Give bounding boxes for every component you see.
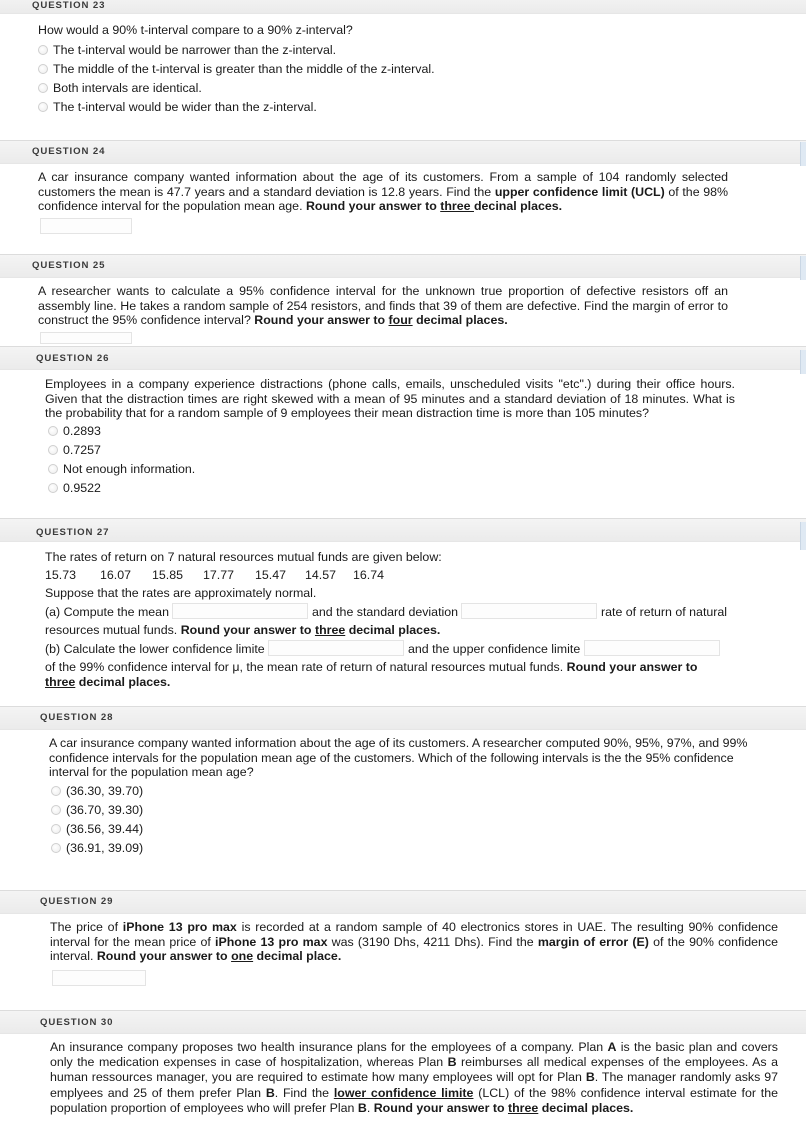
- part-a-text: [45, 623, 440, 637]
- radio-button[interactable]: [38, 64, 48, 74]
- question-body: [45, 377, 735, 498]
- question-text: . The manager randomly asks 97 emplyees and 25 of them prefer Plan: [50, 1070, 779, 1100]
- question-28: [0, 706, 806, 890]
- question-body: [38, 170, 728, 214]
- question-text: How would a 90% t-interval compare to a 90% z-interval?: [38, 23, 353, 37]
- option-label: 0.2893: [63, 423, 101, 438]
- question-body: [50, 1040, 778, 1116]
- emphasis: decinal places.: [473, 199, 563, 213]
- question-label: QUESTION 26: [36, 353, 110, 364]
- emphasis: A: [607, 1040, 617, 1054]
- answer-option[interactable]: [48, 479, 735, 498]
- question-text: The price of: [50, 920, 123, 934]
- question-header: [0, 706, 806, 730]
- emphasis: decimal places.: [538, 1100, 634, 1115]
- option-label: Both intervals are identical.: [53, 81, 202, 95]
- question-text: Employees in a company experience distractions (phone calls, emails, unscheduled visits "etc".) during their office hours. Given that the distraction times are right skewed with a mean of 95 minutes and a standard deviation of 18 minutes. What is the probability that for a random sample of 9 employees their mean distraction time is more than 105 minutes?: [45, 377, 735, 420]
- emphasis: upper confidence limit (UCL): [494, 184, 665, 199]
- emphasis: decimal places.: [75, 674, 171, 689]
- answer-option[interactable]: [38, 41, 778, 60]
- question-text: of the 90% confidence interval.: [50, 934, 778, 963]
- fund-returns-list: [45, 568, 384, 582]
- std-dev-input[interactable]: [461, 603, 597, 619]
- emphasis: Round your answer to: [180, 623, 315, 637]
- emphasis: four: [388, 313, 413, 327]
- emphasis: decimal place.: [253, 949, 342, 963]
- option-label: The t-interval would be narrower than the z-interval.: [53, 43, 337, 57]
- question-label: QUESTION 30: [40, 1017, 114, 1028]
- option-label: 0.7257: [63, 442, 101, 457]
- radio-button[interactable]: [51, 843, 61, 853]
- question-25: [0, 254, 806, 350]
- question-body: [38, 23, 778, 117]
- question-label: QUESTION 23: [32, 0, 106, 11]
- option-label: (36.91, 39.09): [66, 840, 144, 855]
- answer-option[interactable]: [51, 820, 771, 839]
- question-header: [0, 0, 806, 14]
- question-text: is the basic plan and covers only the medication expenses in case of hospitalization, whereas Plan: [50, 1040, 778, 1070]
- side-marker: [800, 522, 806, 550]
- mean-input[interactable]: [172, 603, 308, 619]
- question-text: is recorded at a random sample of 40 electronics stores in UAE. The resulting 90% confidence interval for the mean price of: [50, 920, 778, 949]
- question-30: [0, 1010, 806, 1146]
- question-text: of the 99% confidence interval for μ, the mean rate of return of natural resources mutual funds.: [45, 660, 567, 674]
- answer-option[interactable]: [51, 839, 771, 858]
- upper-limit-input[interactable]: [584, 640, 720, 656]
- radio-button[interactable]: [48, 483, 58, 493]
- fund-return-value: 16.07: [100, 568, 132, 582]
- emphasis: margin of error (E): [537, 934, 649, 949]
- question-label: QUESTION 29: [40, 896, 114, 907]
- fund-return-value: 15.73: [45, 568, 77, 582]
- answer-option[interactable]: [51, 782, 771, 801]
- question-text: was (3190 Dhs, 4211 Dhs). Find the: [327, 934, 538, 949]
- emphasis: one: [231, 949, 254, 963]
- fund-return-value: 16.74: [353, 568, 385, 582]
- emphasis: decimal places.: [412, 313, 508, 327]
- question-text: A car insurance company wanted information about the age of its customers. From a sample of 104 randomly selected customers the mean is 47.7 years and a standard deviation is 12.8 years. Find the: [38, 170, 728, 199]
- question-label: QUESTION 24: [32, 146, 106, 157]
- question-text: A researcher wants to calculate a 95% confidence interval for the unknown true proportion of defective resistors off an assembly line. He takes a random sample of 254 resistors, and finds that 39 of them are defective. Find the margin of error to construct the 95% confidence interval?: [38, 284, 728, 327]
- answer-option[interactable]: [48, 422, 735, 441]
- question-text: An insurance company proposes two health insurance plans for the employees of a company. Plan: [50, 1040, 608, 1054]
- emphasis: Round your answer to: [305, 199, 441, 213]
- question-29: [0, 890, 806, 1010]
- option-label: (36.70, 39.30): [66, 802, 144, 817]
- question-text: of the 98% confidence interval for the population mean age.: [38, 184, 729, 213]
- question-text: A car insurance company wanted information about the age of its customers. A researcher computed 90%, 95%, 97%, and 99% confidence intervals for the population mean age of the customers. Which of the following intervals is the the 95% confidence interval for the population mean age?: [49, 736, 748, 779]
- side-marker: [800, 142, 806, 166]
- question-24: [0, 140, 806, 254]
- question-body: [50, 920, 778, 964]
- part-a-label: (a) Compute the mean: [45, 605, 169, 619]
- radio-button[interactable]: [51, 824, 61, 834]
- question-text: Suppose that the rates are approximately normal.: [45, 586, 317, 600]
- fund-return-value: 15.85: [152, 568, 184, 582]
- radio-button[interactable]: [48, 445, 58, 455]
- answer-option[interactable]: [51, 801, 771, 820]
- answer-input[interactable]: [40, 332, 132, 344]
- option-label: (36.56, 39.44): [66, 821, 144, 836]
- radio-button[interactable]: [48, 426, 58, 436]
- question-text: . Find the: [274, 1085, 334, 1100]
- emphasis: B: [447, 1055, 457, 1070]
- fund-return-value: 14.57: [305, 568, 337, 582]
- question-27: [0, 518, 806, 706]
- option-label: (36.30, 39.70): [66, 783, 144, 798]
- emphasis: Round your answer to: [373, 1100, 508, 1115]
- emphasis: three: [440, 199, 474, 213]
- question-text: The rates of return on 7 natural resources mutual funds are given below:: [45, 550, 442, 564]
- question-header: [0, 254, 806, 278]
- radio-button[interactable]: [51, 786, 61, 796]
- part-b-text: [45, 660, 735, 689]
- radio-button[interactable]: [48, 464, 58, 474]
- part-b-text: and the upper confidence limite: [408, 642, 581, 656]
- answer-option[interactable]: [38, 60, 778, 79]
- emphasis: three: [507, 1100, 539, 1115]
- answer-option[interactable]: [48, 441, 735, 460]
- emphasis: lower confidence limite: [333, 1085, 474, 1100]
- emphasis: B: [357, 1100, 367, 1115]
- part-b-label: (b) Calculate the lower confidence limite: [45, 642, 265, 656]
- option-label: 0.9522: [63, 480, 101, 495]
- question-label: QUESTION 28: [40, 712, 114, 723]
- side-marker: [800, 256, 806, 280]
- emphasis: Round your answer to: [96, 949, 232, 963]
- emphasis: B: [265, 1085, 275, 1100]
- radio-button[interactable]: [51, 805, 61, 815]
- answer-option[interactable]: [38, 79, 778, 98]
- answer-input[interactable]: [40, 218, 132, 234]
- question-text: resources mutual funds.: [45, 623, 181, 637]
- question-label: QUESTION 25: [32, 260, 106, 271]
- lower-limit-input[interactable]: [268, 640, 404, 656]
- question-header: [0, 518, 806, 542]
- question-text: reimburses all medical expenses of the employees. As a human ressources manager, you are required to estimate how many employees will opt for Plan: [50, 1055, 778, 1085]
- question-23: [0, 0, 806, 140]
- radio-button[interactable]: [38, 45, 48, 55]
- answer-option[interactable]: [38, 98, 778, 117]
- answer-option[interactable]: [48, 460, 735, 479]
- question-26: [0, 346, 806, 520]
- question-body: [49, 736, 771, 858]
- question-header: [0, 890, 806, 914]
- option-label: The middle of the t-interval is greater than the middle of the z-interval.: [53, 62, 435, 76]
- emphasis: Round your answer to: [254, 313, 389, 327]
- radio-button[interactable]: [38, 83, 48, 93]
- question-text: (LCL) of the 98% confidence interval estimate for the population proportion of employees who will prefer Plan: [50, 1085, 778, 1115]
- emphasis: iPhone 13 pro max: [122, 920, 237, 934]
- emphasis: Round your answer to: [566, 660, 698, 674]
- option-label: The t-interval would be wider than the z-interval.: [53, 100, 317, 114]
- emphasis: three: [45, 674, 76, 689]
- fund-return-value: 15.47: [255, 568, 287, 582]
- question-header: [0, 346, 806, 370]
- question-header: [0, 1010, 806, 1034]
- side-marker: [800, 350, 806, 374]
- question-body: [38, 284, 728, 328]
- option-label: Not enough information.: [63, 461, 196, 476]
- fund-return-value: 17.77: [203, 568, 235, 582]
- emphasis: three: [314, 623, 346, 637]
- part-a-text: rate of return of natural: [601, 605, 728, 619]
- emphasis: iPhone 13 pro max: [215, 934, 328, 949]
- emphasis: decimal places.: [345, 623, 441, 637]
- question-header: [0, 140, 806, 164]
- answer-input[interactable]: [52, 970, 146, 986]
- emphasis: B: [585, 1070, 595, 1085]
- question-label: QUESTION 27: [36, 527, 110, 538]
- radio-button[interactable]: [38, 102, 48, 112]
- question-text: .: [366, 1100, 374, 1115]
- part-a-text: and the standard deviation: [312, 605, 459, 619]
